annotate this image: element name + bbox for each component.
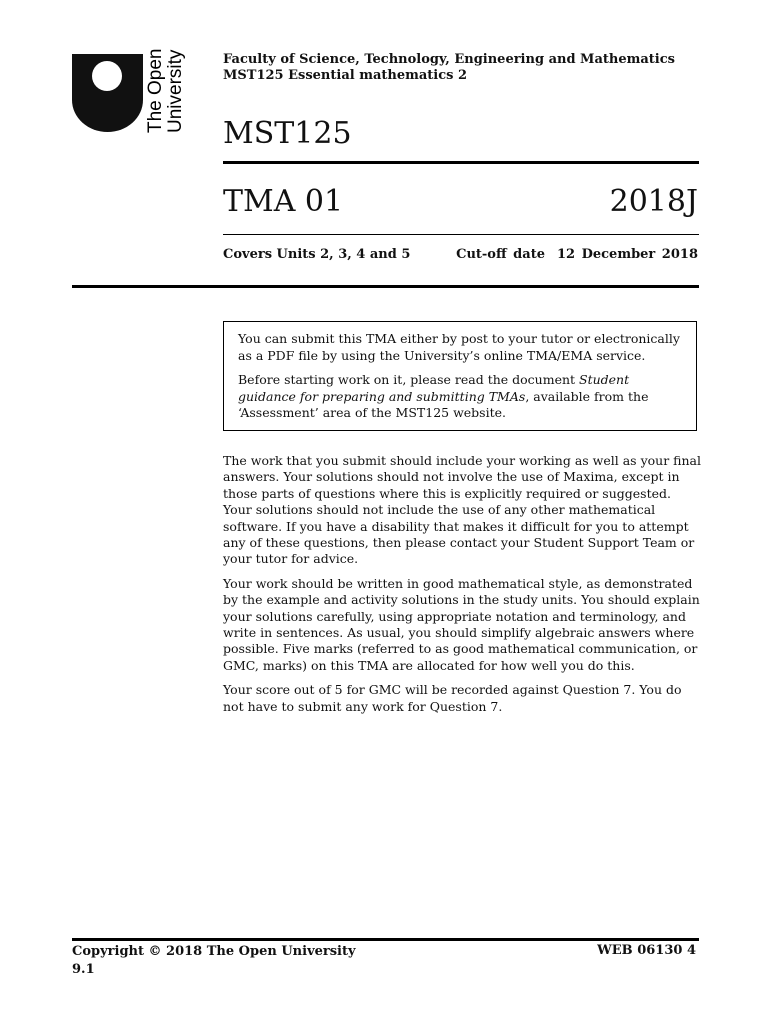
logo-wordmark xyxy=(146,49,186,134)
cutoff-info xyxy=(456,247,698,262)
guidance-document-title: Student guidance for preparing and submitting TMAs xyxy=(238,372,630,404)
instructions-paragraph-2: Your work should be written in good mathematical style, as demonstrated by the example and activity solutions in the study units. You should explain your solutions carefully, using appropriate notation and terminology, and write in sentences. As usual, you should simplify algebraic answers where possible. Five marks (referred to as good mathematical communication, or GMC, marks) on this TMA are allocated for how well you do this. xyxy=(223,575,700,673)
covers-units: Covers Units 2, 3, 4 and 5 xyxy=(223,247,411,262)
course-code: MST125 xyxy=(223,116,352,151)
header-rule-top xyxy=(223,161,699,164)
logo-line-1: The Open xyxy=(145,48,166,133)
module-name: MST125 Essential mathematics 2 xyxy=(223,68,468,83)
instructions-paragraph-3: Your score out of 5 for GMC will be recorded against Question 7. You do not have to submit any work for Question 7. xyxy=(223,682,682,714)
open-university-logo xyxy=(72,54,144,136)
version-number: 9.1 xyxy=(72,962,95,977)
cutoff-label: Cut-off date xyxy=(456,247,545,262)
faculty-name: Faculty of Science, Technology, Engineering and Mathematics xyxy=(223,52,675,67)
header-rule-bottom xyxy=(72,285,699,288)
logo-line-2: University xyxy=(165,49,186,133)
copyright-text: Copyright © 2018 The Open University xyxy=(72,944,356,959)
notice-paragraph-1: You can submit this TMA either by post to your tutor or electronically as a PDF file by using the University’s online TMA/EMA service. xyxy=(238,331,680,363)
document-code: WEB 06130 4 xyxy=(597,943,696,958)
footer-rule xyxy=(72,938,699,941)
header-rule-middle xyxy=(223,234,699,235)
cutoff-date: 12 December 2018 xyxy=(556,247,698,262)
header-info xyxy=(223,52,675,84)
open-university-shield-icon xyxy=(72,54,144,132)
instructions-paragraph-1: The work that you submit should include your working as well as your final answers. Your solutions should not involve the use of Maxima, except in those parts of questions where this is explicitly required or suggested. Your solutions should not include the use of any other mathematical software. If you have a disability that makes it difficult for you to attempt any of these questions, then please contact your Student Support Team or your tutor for advice. xyxy=(223,453,701,567)
footer-copyright xyxy=(72,943,356,979)
instructions-text xyxy=(223,453,701,723)
submission-notice-box xyxy=(223,321,697,431)
presentation-code: 2018J xyxy=(609,184,698,219)
notice-paragraph-2: Before starting work on it, please read the document Student guidance for preparing and submitting TMAs, available from the ‘Assessment’ area of the MST125 website. xyxy=(238,372,649,420)
tma-title: TMA 01 xyxy=(223,184,344,219)
